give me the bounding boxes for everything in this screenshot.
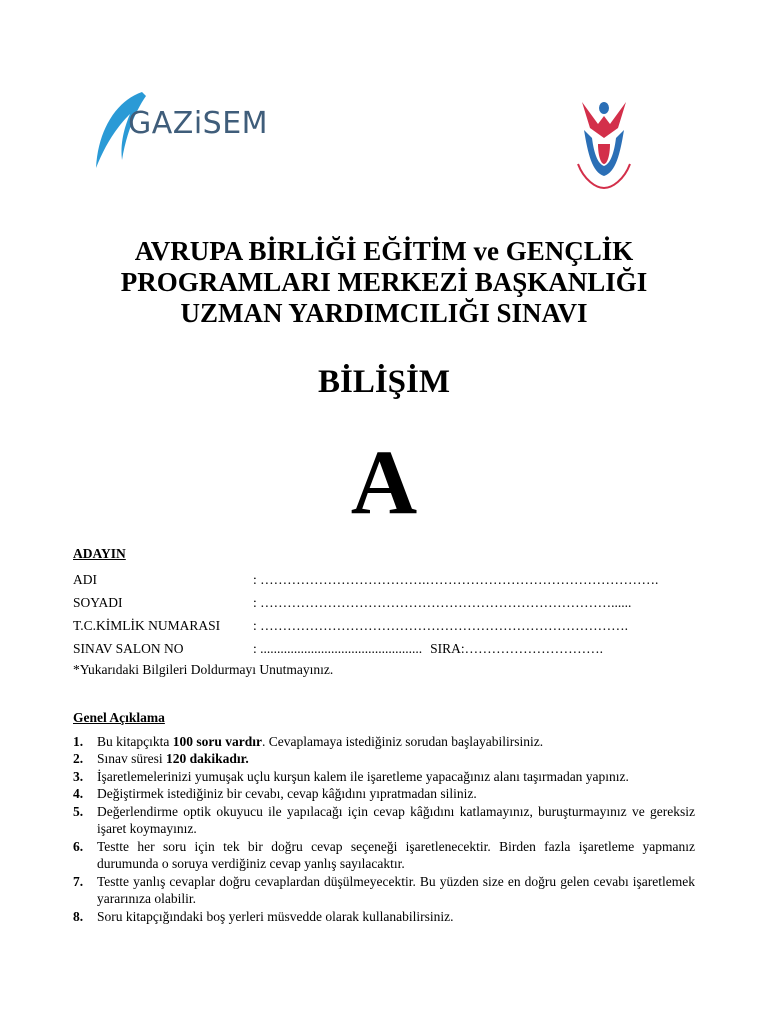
booklet-type: A (350, 431, 418, 533)
list-item (73, 873, 695, 908)
exam-subject: BİLİŞİM (317, 364, 451, 400)
seat-label: SIRA: (430, 640, 465, 656)
title-line: UZMAN YARDIMCILIĞI SINAVI (180, 298, 588, 328)
candidate-field-name (73, 568, 713, 591)
item-number: 8. (73, 908, 84, 924)
agency-emblem (568, 94, 640, 194)
item-text: Sınav süresi 120 dakikadır. (97, 751, 249, 766)
emblem-icon (568, 94, 640, 194)
item-number: 3. (73, 768, 84, 784)
item-text: Testte yanlış cevaplar doğru cevaplardan düşülmeyecektir. Bu yüzden size en doğru gelen cevabı işaretlemek yararınıza olabilir. (97, 873, 695, 906)
exam-title (0, 236, 768, 329)
item-text: Soru kitapçığındaki boş yerleri müsvedde olarak kullanabilirsiniz. (97, 908, 454, 924)
list-item (73, 733, 695, 751)
item-text: Değiştirmek istediğiniz bir cevabı, cevap kâğıdını yıpratmadan siliniz. (97, 786, 477, 801)
fill-in-line[interactable]: : ……………………………………………………………………...... (253, 594, 632, 610)
item-number: 4. (73, 786, 84, 801)
title-line: AVRUPA BİRLİĞİ EĞİTİM ve GENÇLİK (134, 236, 634, 266)
gazisem-logo-text: GAZiSEM (128, 106, 269, 141)
gazisem-logo (90, 88, 290, 178)
list-item (73, 803, 695, 838)
item-number: 7. (73, 873, 84, 889)
item-number: 6. (73, 838, 84, 854)
item-text: Bu kitapçıkta 100 soru vardır. Cevaplamaya istediğiniz sorudan başlayabilirsiniz. (97, 733, 544, 749)
item-number: 1. (73, 733, 84, 749)
candidate-info (73, 546, 713, 678)
fill-reminder: *Yukarıdaki Bilgileri Doldurmayı Unutmayınız. (73, 662, 334, 677)
candidate-field-surname (73, 591, 713, 614)
list-item (73, 768, 695, 786)
instructions-heading: Genel Açıklama (73, 710, 165, 725)
fill-in-line[interactable]: : ………………………………………………………………………. (253, 617, 629, 633)
list-item (73, 908, 695, 926)
list-item (73, 785, 695, 803)
candidate-heading: ADAYIN (73, 546, 126, 561)
field-label: T.C.KİMLİK NUMARASI (73, 617, 221, 633)
candidate-field-id (73, 614, 713, 637)
item-text: Testte her soru için tek bir doğru cevap seçeneği işaretlenecektir. Birden fazla işaretleme yapmanız durumunda o soruya verdiğiniz cevap yanlış sayılacaktır. (97, 838, 695, 871)
fill-in-line[interactable]: : ................................................ (253, 640, 423, 656)
field-label: ADI (73, 571, 97, 587)
item-text: Değerlendirme optik okuyucu ile yapılacağı için cevap kâğıdını katlamayınız, buruşturmayınız ve gereksiz işaret koymayınız. (97, 803, 695, 836)
item-number: 2. (73, 751, 84, 766)
list-item (73, 750, 695, 768)
title-line: PROGRAMLARI MERKEZİ BAŞKANLIĞI (120, 267, 648, 297)
fill-in-line[interactable]: : ……………………………….……………………………………………. (253, 571, 659, 587)
field-label: SOYADI (73, 594, 123, 610)
item-text: İşaretlemelerinizi yumuşak uçlu kurşun kalem ile işaretleme yapacağınız alanı taşırmadan yapınız. (97, 768, 629, 784)
field-label: SINAV SALON NO (73, 640, 184, 656)
list-item (73, 838, 695, 873)
general-instructions (73, 709, 695, 925)
seat-fill-in-line[interactable]: …………………………. (464, 640, 604, 656)
item-number: 5. (73, 803, 84, 819)
candidate-field-room (73, 637, 713, 660)
